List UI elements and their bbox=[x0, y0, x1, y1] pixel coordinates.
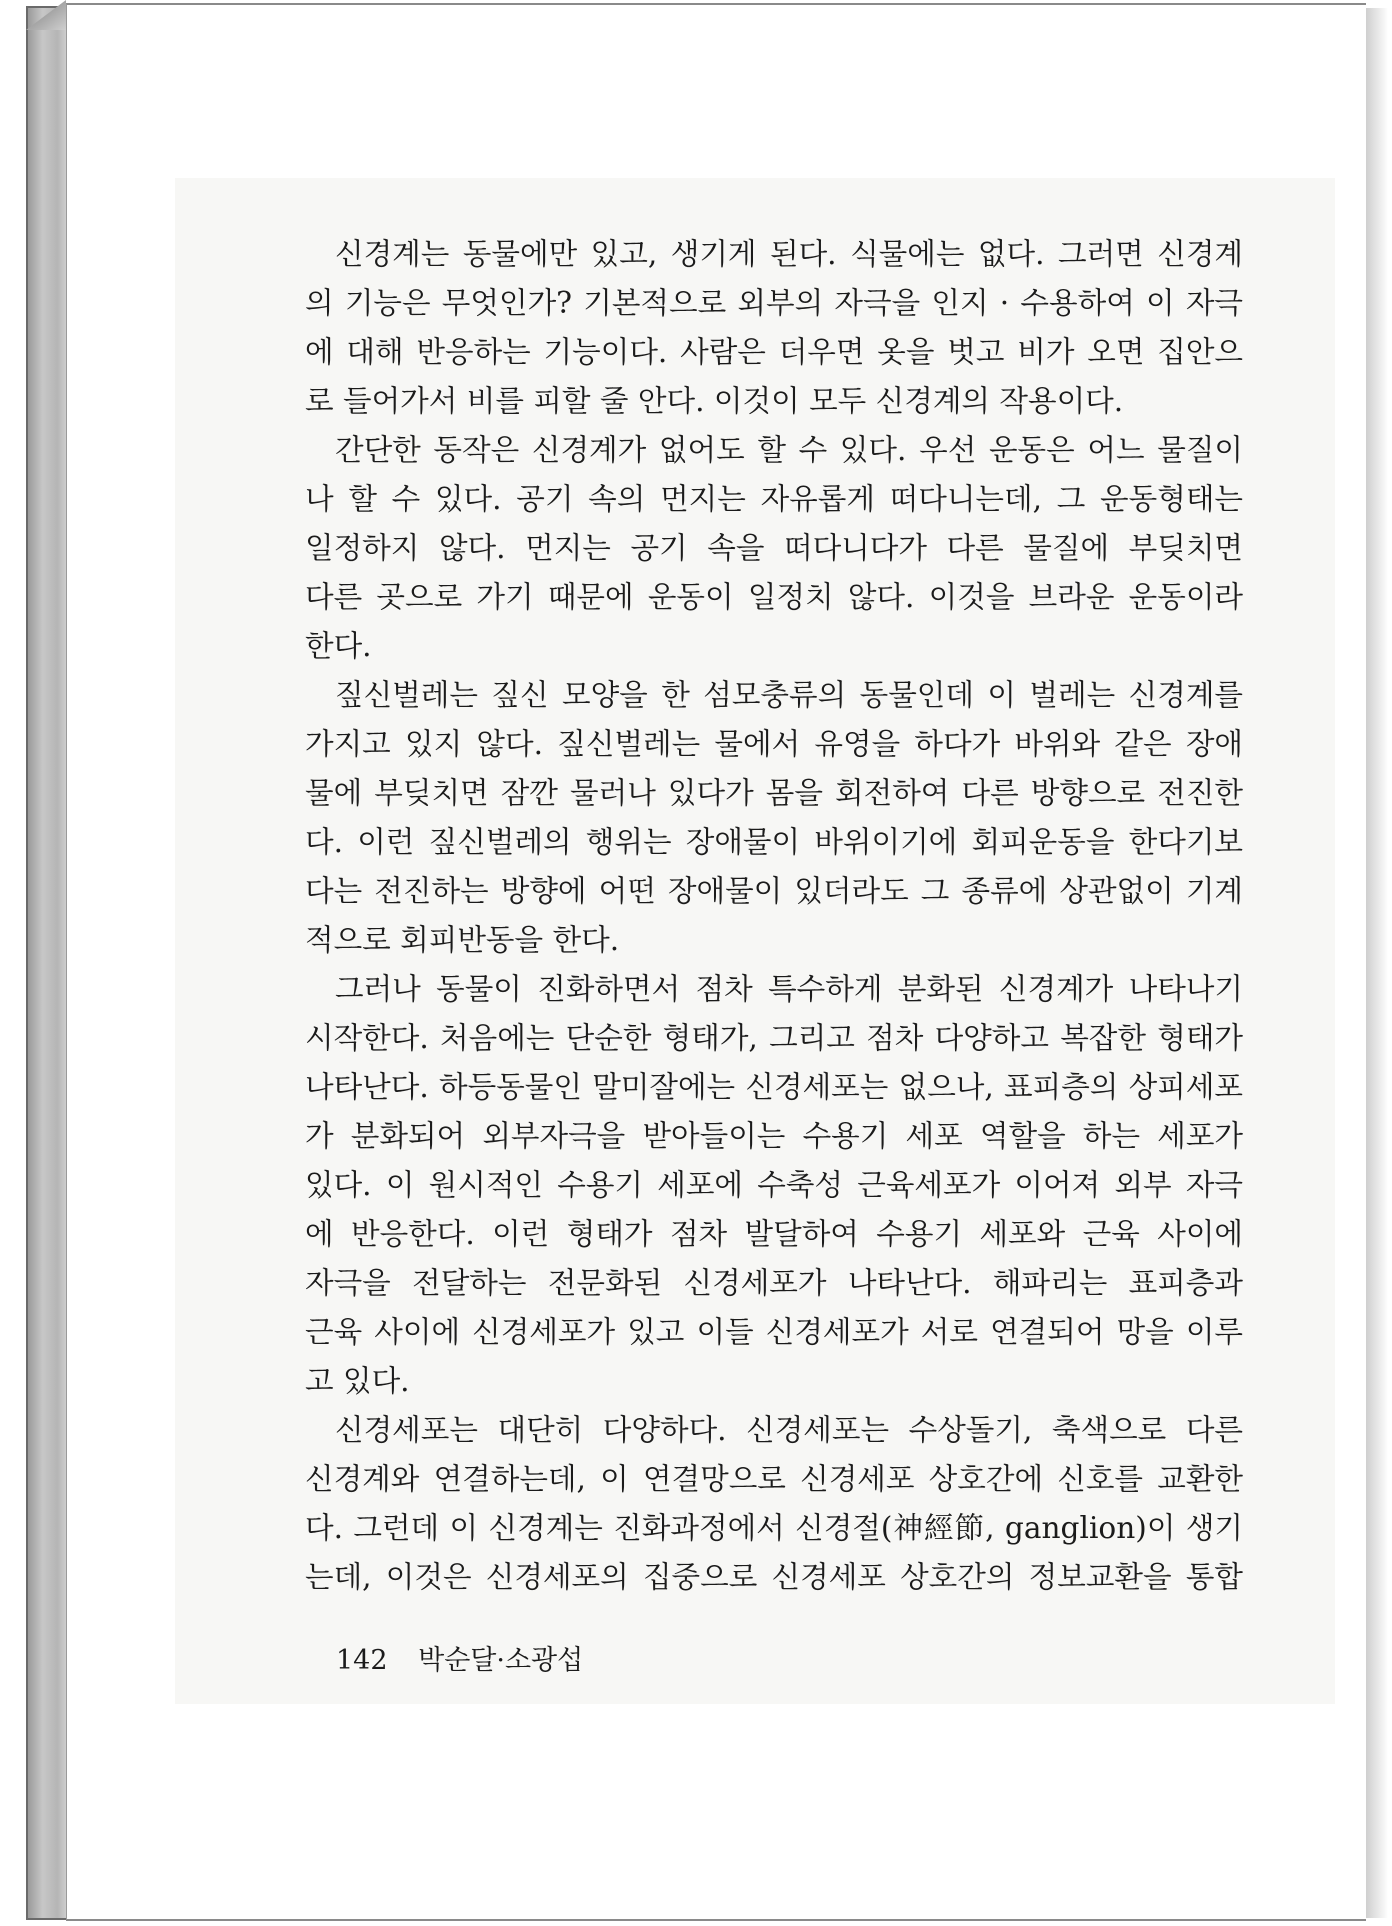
text-line: 있다. 이 원시적인 수용기 세포에 수축성 근육세포가 이어져 외부 자극 bbox=[305, 1168, 1243, 1202]
text-line: 짚신벌레는 짚신 모양을 한 섬모충류의 동물인데 이 벌레는 신경계를 bbox=[335, 678, 1243, 712]
text-line: 다는 전진하는 방향에 어떤 장애물이 있더라도 그 종류에 상관없이 기계 bbox=[305, 874, 1243, 908]
text-line: 고 있다. bbox=[305, 1364, 410, 1398]
text-line: 그러나 동물이 진화하면서 점차 특수하게 분화된 신경계가 나타나기 bbox=[335, 972, 1243, 1006]
text-line: 나타난다. 하등동물인 말미잘에는 신경세포는 없으나, 표피층의 상피세포 bbox=[305, 1070, 1243, 1104]
text-line: 다. 그런데 이 신경계는 진화과정에서 신경절(神經節, ganglion)이 생기 bbox=[305, 1511, 1243, 1545]
page-edge-shadow bbox=[1366, 8, 1388, 1918]
page-number: 142 bbox=[336, 1645, 388, 1676]
text-line: 적으로 회피반동을 한다. bbox=[305, 923, 620, 957]
footer-authors: 박순달·소광섭 bbox=[418, 1645, 584, 1676]
text-line: 다. 이런 짚신벌레의 행위는 장애물이 바위이기에 회피운동을 한다기보 bbox=[305, 825, 1243, 859]
text-line: 일정하지 않다. 먼지는 공기 속을 떠다니다가 다른 물질에 부딪치면 bbox=[305, 531, 1243, 565]
text-line: 간단한 동작은 신경계가 없어도 할 수 있다. 우선 운동은 어느 물질이 bbox=[335, 433, 1243, 467]
text-line: 가 분화되어 외부자극을 받아들이는 수용기 세포 역할을 하는 세포가 bbox=[305, 1119, 1243, 1153]
body-text bbox=[305, 230, 1243, 1602]
text-line: 신경세포는 대단히 다양하다. 신경세포는 수상돌기, 축색으로 다른 bbox=[335, 1413, 1243, 1447]
text-line: 가지고 있지 않다. 짚신벌레는 물에서 유영을 하다가 바위와 같은 장애 bbox=[305, 727, 1243, 761]
text-line: 는데, 이것은 신경세포의 집중으로 신경세포 상호간의 정보교환을 통합 bbox=[305, 1560, 1243, 1594]
text-line: 시작한다. 처음에는 단순한 형태가, 그리고 점차 다양하고 복잡한 형태가 bbox=[305, 1021, 1243, 1055]
page-footer bbox=[336, 1638, 583, 1677]
text-line: 신경계는 동물에만 있고, 생기게 된다. 식물에는 없다. 그러면 신경계 bbox=[335, 237, 1243, 271]
text-line: 에 대해 반응하는 기능이다. 사람은 더우면 옷을 벗고 비가 오면 집안으 bbox=[305, 335, 1243, 369]
text-line: 로 들어가서 비를 피할 줄 안다. 이것이 모두 신경계의 작용이다. bbox=[305, 384, 1124, 418]
text-line: 근육 사이에 신경세포가 있고 이들 신경세포가 서로 연결되어 망을 이루 bbox=[305, 1315, 1243, 1349]
text-line: 다른 곳으로 가기 때문에 운동이 일정치 않다. 이것을 브라운 운동이라 bbox=[305, 580, 1243, 614]
text-line: 의 기능은 무엇인가? 기본적으로 외부의 자극을 인지 · 수용하여 이 자극 bbox=[305, 286, 1243, 320]
text-line: 에 반응한다. 이런 형태가 점차 발달하여 수용기 세포와 근육 사이에 bbox=[305, 1217, 1243, 1251]
text-line: 자극을 전달하는 전문화된 신경세포가 나타난다. 해파리는 표피층과 bbox=[305, 1266, 1243, 1300]
text-line: 물에 부딪치면 잠깐 물러나 있다가 몸을 회전하여 다른 방향으로 전진한 bbox=[305, 776, 1243, 810]
text-line: 신경계와 연결하는데, 이 연결망으로 신경세포 상호간에 신호를 교환한 bbox=[305, 1462, 1243, 1496]
text-line: 나 할 수 있다. 공기 속의 먼지는 자유롭게 떠다니는데, 그 운동형태는 bbox=[305, 482, 1243, 516]
text-line: 한다. bbox=[305, 629, 372, 663]
book-spine bbox=[26, 6, 70, 1920]
